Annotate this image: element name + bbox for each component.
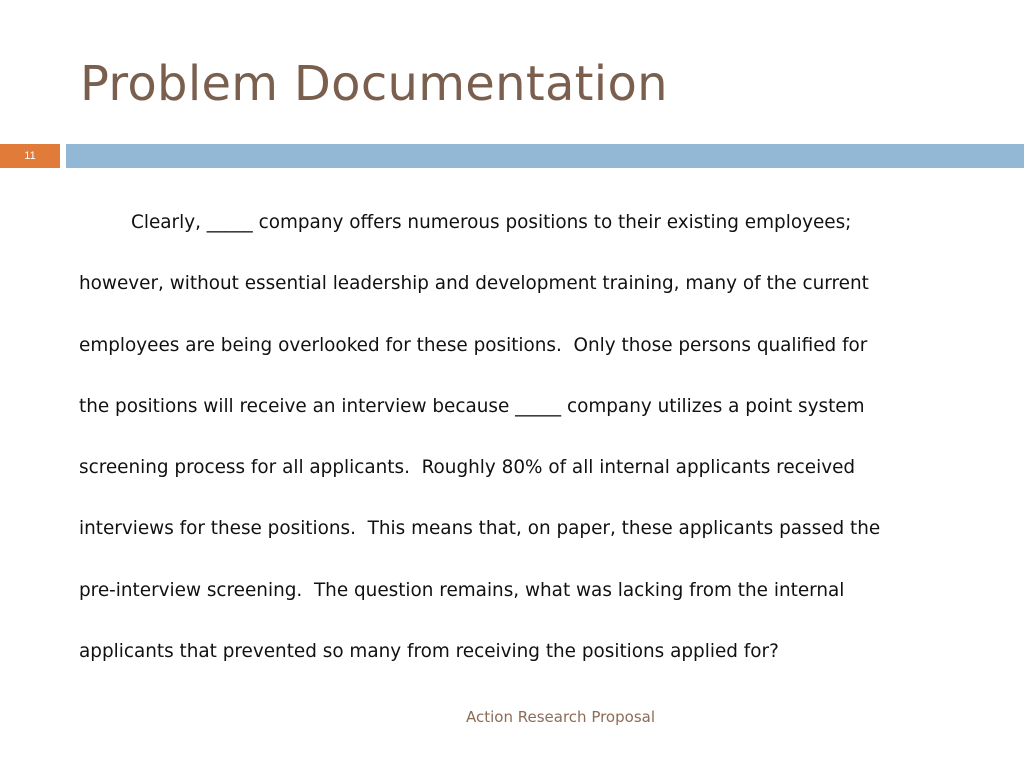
body-paragraph [79,199,969,689]
slide-footer: Action Research Proposal [466,708,655,726]
body-line: employees are being overlooked for these positions. Only those persons qualified for [79,334,868,356]
body-line: applicants that prevented so many from receiving the positions applied for? [79,641,779,663]
body-line: screening process for all applicants. Roughly 80% of all internal applicants received [79,457,856,479]
body-line: pre-interview screening. The question remains, what was lacking from the internal [79,579,845,601]
title-divider-bar [66,144,1024,168]
body-line: however, without essential leadership and development training, many of the current [79,273,869,295]
body-line: the positions will receive an interview because _____ company utilizes a point system [79,395,865,417]
slide-number: 11 [24,150,36,162]
slide-title: Problem Documentation [80,56,668,112]
body-line: Clearly, _____ company offers numerous positions to their existing employees; [131,212,852,233]
slide-number-badge [0,144,60,168]
body-line: interviews for these positions. This means that, on paper, these applicants passed the [79,518,881,540]
